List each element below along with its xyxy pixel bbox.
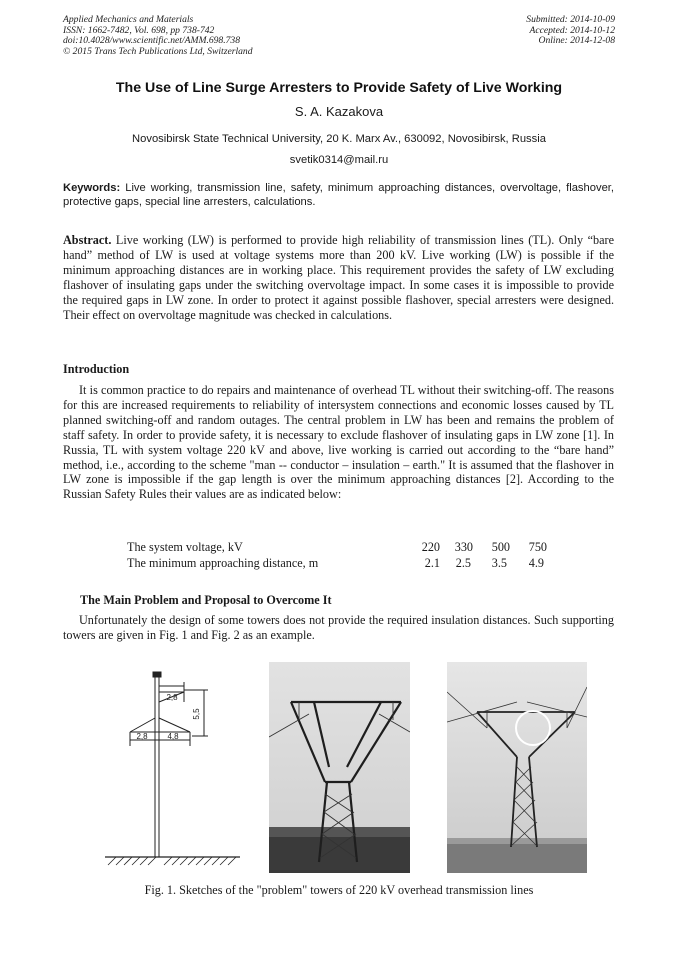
table-cell: 2.1 [424, 556, 440, 570]
journal-name: Applied Mechanics and Materials [63, 14, 194, 25]
figure-caption: Fig. 1. Sketches of the "problem" towers of 220 kV overhead transmission lines [144, 883, 534, 897]
author-affiliation: Novosibirsk State Technical University, 20 K. Marx Av., 630092, Novosibirsk, Russia [132, 133, 546, 145]
journal-doi[interactable]: doi:10.4028/www.scientific.net/AMM.698.738 [63, 35, 241, 46]
introduction-heading: Introduction [63, 362, 130, 376]
online-date: Online: 2014-12-08 [538, 35, 615, 46]
main-problem-text: Unfortunately the design of some towers does not provide the required insulation distances. Such supporting towers are given in Fig. 1 and Fig. 2 as an example. [63, 613, 614, 642]
dim-label-right: 4,8 [167, 732, 179, 741]
table-row [127, 540, 557, 556]
dates-header [526, 15, 615, 47]
author-email[interactable]: svetik0314@mail.ru [289, 154, 389, 166]
table-row [127, 556, 557, 572]
author-name: S. A. Kazakova [294, 104, 384, 119]
row-label-distance: The minimum approaching distance, m [127, 556, 319, 570]
table-cell: 500 [491, 540, 510, 554]
journal-issn: ISSN: 1662-7482, Vol. 698, pp 738-742 [63, 24, 215, 36]
paper-title: The Use of Line Surge Arresters to Provide Safety of Live Working [115, 80, 563, 96]
abstract-label: Abstract. [63, 233, 112, 247]
table-cell: 3.5 [491, 556, 507, 570]
table-cell: 330 [454, 540, 473, 554]
table-cell: 750 [528, 540, 547, 554]
voltage-distance-table [127, 540, 557, 572]
keywords [63, 181, 614, 209]
dim-label-left: 2,8 [136, 732, 148, 741]
ground-hatch [108, 857, 236, 865]
dim-label-vertical: 5,5 [192, 708, 201, 720]
journal-copyright: © 2015 Trans Tech Publications Ltd, Switzerland [63, 45, 253, 57]
accepted-date: Accepted: 2014-10-12 [529, 24, 615, 36]
dim-label-top: 2,8 [166, 693, 178, 702]
keywords-text: Live working, transmission line, safety, minimum approaching distances, overvoltage, flashover, protective gaps, special line arresters, calculations. [63, 182, 615, 208]
table-cell: 220 [421, 540, 440, 554]
tower-sketch-figure [100, 662, 260, 872]
tower-photo-1 [269, 662, 410, 873]
journal-header [63, 15, 253, 57]
tower-photo-2 [447, 662, 587, 873]
abstract-text: Live working (LW) is performed to provide high reliability of transmission lines (TL). Only “bare hand” method of LW is used at voltage systems more than 200 kV. Live working (LW) is possible if the minimum approaching distances are in working place. This requirement provides the safety of LW excluding flashover of insulating gaps under the switching overvoltage impact. In some cases it is impossible to provide the required gaps in LW zone. In order to protect it against possible flashover, special arresters were designed. Their effect on overvoltage magnitude was checked in calculations. [63, 233, 614, 322]
introduction-text: It is common practice to do repairs and maintenance of overhead TL without their switching-off. The reasons for this are increased requirements to reliability of intersystem connections and economic losses caused by TL planned switching-off and random outages. The central problem in LW has been and remains the problem of staff safety. In order to provide safety, it is necessary to exclude flashover of insulating gaps in LW zone [1]. In Russia, TL with system voltage 220 kV and above, live working is carried out according to the “bare hand” method, i.e., according to the scheme "man -- conductor – insulation – earth." It is assumed that the flashover in LW zone is impossible if the gap length is over the minimum approaching distances [2]. According to the Russian Safety Rules their values are as indicated below: [63, 383, 614, 502]
keywords-label: Keywords: [63, 182, 121, 194]
main-problem-heading: The Main Problem and Proposal to Overcome It [80, 593, 332, 607]
row-label-voltage: The system voltage, kV [127, 540, 243, 554]
abstract [63, 233, 614, 322]
submitted-date: Submitted: 2014-10-09 [526, 14, 615, 25]
table-cell: 2.5 [455, 556, 471, 570]
table-cell: 4.9 [528, 556, 544, 570]
